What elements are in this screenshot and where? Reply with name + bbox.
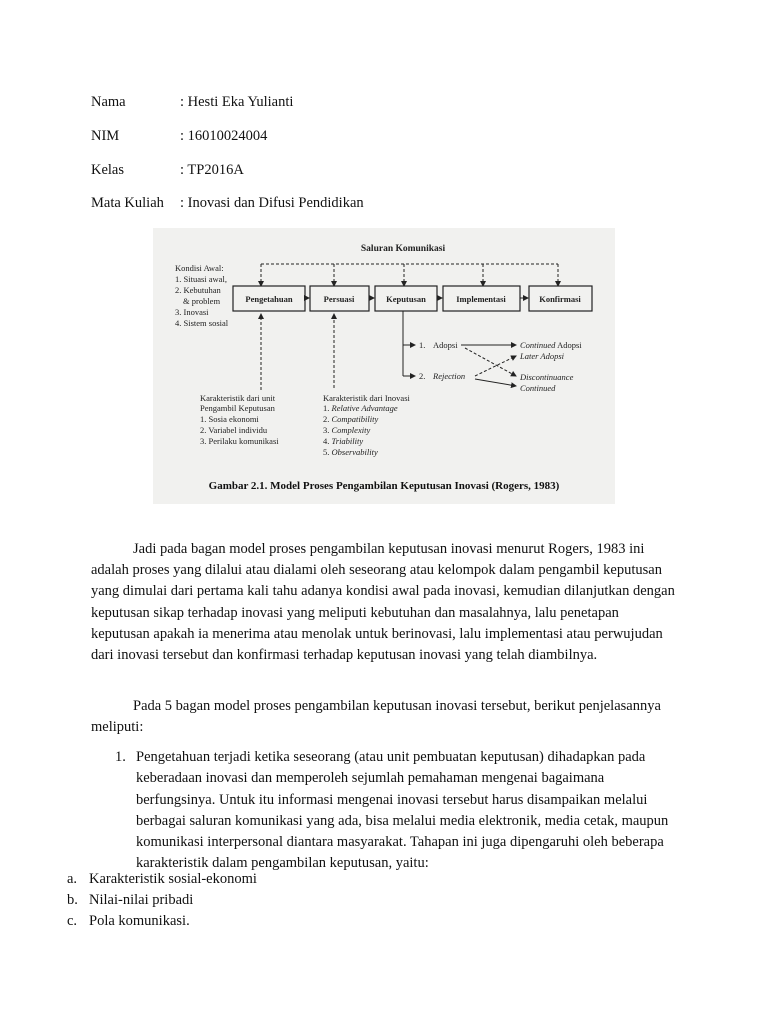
stage-persuasi: Persuasi xyxy=(323,294,355,304)
figure-caption: Gambar 2.1. Model Proses Pengambilan Keputusan Inovasi (Rogers, 1983) xyxy=(208,480,560,492)
decision-rejection: Rejection xyxy=(433,371,466,381)
sub-list-letter: a. xyxy=(67,871,78,887)
stage-implementasi: Implementasi xyxy=(456,294,506,304)
stage-pengetahuan: Pengetahuan xyxy=(245,294,293,304)
kondisi-line: 1. Situasi awal, xyxy=(175,274,227,284)
innov-char-line: 4. Triability xyxy=(323,436,364,446)
kondisi-line: 3. Inovasi xyxy=(175,307,209,317)
info-value: : TP2016A xyxy=(180,162,244,178)
kondisi-line: 4. Sistem sosial xyxy=(175,318,229,328)
unit-char-line: 1. Sosia ekonomi xyxy=(200,414,259,424)
innov-char-line: 1. Relative Advantage xyxy=(323,403,398,413)
innov-char-line: 3. Complexity xyxy=(323,425,371,435)
sub-list-text: Nilai-nilai pribadi xyxy=(89,892,194,908)
list-number: 1. xyxy=(115,749,126,765)
outcome-continued: Continued xyxy=(520,383,556,393)
list-item-1-text: Pengetahuan terjadi ketika seseorang (atau unit pembuatan keputusan) dihadapkan pada keberadaan inovasi dan memperoleh sejumlah pemahaman mengenai bagaimana berfungsinya. Untuk itu informasi mengenai inovasi tersebut harus disampaikan melalui berbagai saluran komunikasi yang ada, bisa melalui media elektronik, media cetak, maupun komunikasi interpersonal diantara masyarakat. Tahapan ini juga dipengaruhi oleh beberapa karakteristik dalam pengambilan keputusan, yaitu: xyxy=(136,749,669,872)
outcome-continued-adopsi: Continued Adopsi xyxy=(520,340,582,350)
decision-num-2: 2. xyxy=(419,371,426,381)
innov-char-title: Karakteristik dari Inovasi xyxy=(323,393,410,403)
rogers-model-figure xyxy=(153,228,615,504)
sub-list-letter: b. xyxy=(67,892,78,908)
info-label: Kelas xyxy=(91,162,125,178)
decision-adopsi: Adopsi xyxy=(433,340,458,350)
innov-char-line: 5. Observability xyxy=(323,447,378,457)
sub-list-text: Pola komunikasi. xyxy=(89,913,190,929)
kondisi-line: Kondisi Awal: xyxy=(175,263,224,273)
outcome-later-adopsi: Later Adopsi xyxy=(520,351,565,361)
info-label: Mata Kuliah xyxy=(91,195,164,211)
sub-list-text: Karakteristik sosial-ekonomi xyxy=(89,871,257,887)
stage-boxes xyxy=(233,286,592,311)
info-label: Nama xyxy=(91,94,126,110)
paragraph-2-text: Pada 5 bagan model proses pengambilan keputusan inovasi tersebut, berikut penjelasannya meliputi: xyxy=(91,698,661,736)
info-value: : Inovasi dan Difusi Pendidikan xyxy=(180,195,364,211)
unit-char-line: Karakteristik dari unit xyxy=(200,393,276,403)
diagram-top-label: Saluran Komunikasi xyxy=(360,244,446,254)
info-label: NIM xyxy=(91,128,120,144)
stage-keputusan: Keputusan xyxy=(386,294,426,304)
info-value: : 16010024004 xyxy=(180,128,268,144)
unit-characteristics xyxy=(200,393,279,446)
outcome-discontinuance: Discontinuance xyxy=(520,372,574,382)
kondisi-line: 2. Kebutuhan xyxy=(175,285,221,295)
kondisi-awal-list xyxy=(175,263,229,328)
stage-konfirmasi: Konfirmasi xyxy=(539,294,581,304)
innovation-characteristics xyxy=(323,393,410,457)
decision-num-1: 1. xyxy=(419,340,426,350)
kondisi-line: & problem xyxy=(183,296,221,306)
innov-char-line: 2. Compatibility xyxy=(323,414,379,424)
info-value: : Hesti Eka Yulianti xyxy=(180,94,294,110)
sub-list-letter: c. xyxy=(67,913,78,929)
paragraph-1 xyxy=(91,539,681,666)
unit-char-line: 2. Variabel individu xyxy=(200,425,268,435)
rogers-diagram xyxy=(153,228,615,504)
unit-char-line: 3. Perilaku komunikasi xyxy=(200,436,279,446)
unit-char-line: Pengambil Keputusan xyxy=(200,403,275,413)
paragraph-1-text: Jadi pada bagan model proses pengambilan keputusan inovasi menurut Rogers, 1983 ini adalah proses yang dilalui atau dialami oleh seseorang atau kelompok dalam pengambil keputusan yang dimulai dari pertama kali tahu adanya kondisi awal pada inovasi, kemudian dilanjutkan dengan keputusan sikap terhadap inovasi yang meliputi kebutuhan dan masalahnya, lalu penetapan keputusan apakah ia menerima atau menolak untuk berinovasi, lalu implementasi atau perwujudan dari inovasi tersebut dan konfirmasi terhadap keputusan inovasi yang telah diambilnya. xyxy=(91,541,675,664)
paragraph-2 xyxy=(91,696,681,738)
